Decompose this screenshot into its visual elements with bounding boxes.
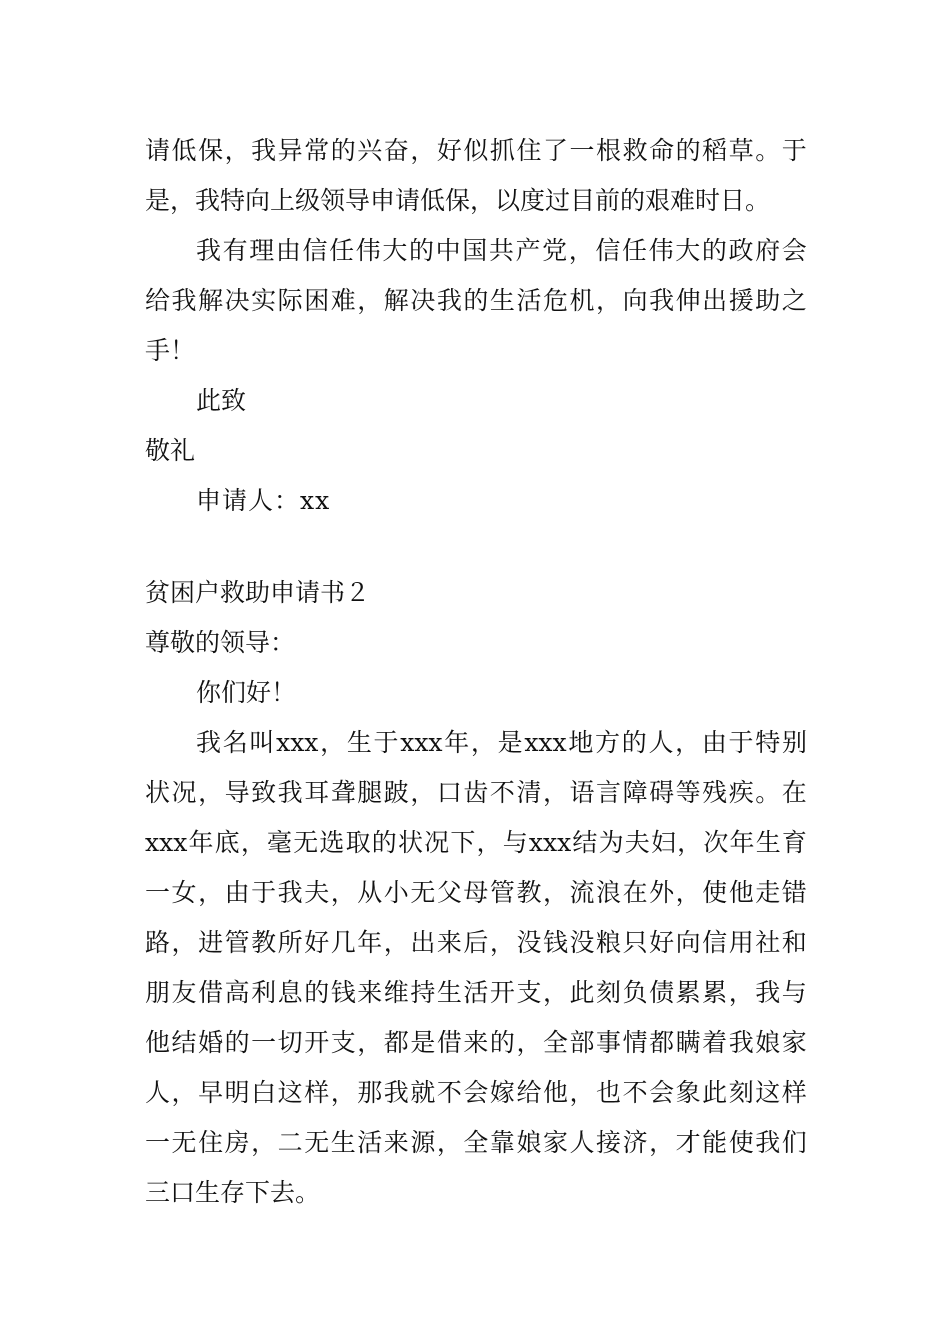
paragraph-line: 路 ， 进 管 教 所 好 几 年 ， 出 来 后 ， 没 钱 没 粮 只 好 向 信 用 社 和	[145, 928, 807, 957]
paragraph-line: 是，我特向上级领导申请低保，以度过目前的艰难时日。	[145, 186, 771, 215]
paragraph-line: 一 女 ， 由 于 我 夫 ， 从 小 无 父 母 管 教 ， 流 浪 在 外 ， 使 他 走 错	[145, 878, 807, 907]
paragraph-line: 我 有 理 由 信 任 伟 大 的 中 国 共 产 党 ， 信 任 伟 大 的 政 府 会	[196, 236, 807, 265]
greeting-text: 尊敬的领导：	[145, 628, 296, 657]
paragraph-line: 他 结 婚 的 一 切 开 支 ， 都 是 借 来 的 ， 全 部 事 情 都 瞒 着 我 娘 家	[145, 1028, 807, 1057]
paragraph-line: 一 无 住 房 ， 二 无 生 活 来 源 ， 全 靠 娘 家 人 接 济 ， 才 能 使 我 们	[145, 1128, 807, 1157]
salute-text: 敬礼	[145, 436, 196, 465]
paragraph-line: 状 况 ， 导 致 我 耳 聋 腿 跛 ， 口 齿 不 清 ， 语 言 障 碍 等 残 疾 。 在	[145, 778, 807, 807]
document-page	[145, 126, 807, 1218]
paragraph-line: xxx 年 底 ， 毫 无 选 取 的 状 况 下 ， 与 xxx 结 为 夫 妇 ， 次 年 生 育	[145, 828, 807, 857]
signature-line: 申请人：xx	[196, 486, 331, 515]
section-gap	[145, 526, 807, 568]
closing-text: 此致	[196, 386, 247, 415]
paragraph-line: 三口生存下去。	[145, 1178, 321, 1207]
paragraph-line: 朋 友 借 高 利 息 的 钱 来 维 持 生 活 开 支 ， 此 刻 负 债 累 累 ， 我 与	[145, 978, 807, 1007]
paragraph-line: 我 名 叫 xxx ， 生 于 xxx 年 ， 是 xxx 地 方 的 人 ， 由 于 特 别	[196, 728, 807, 757]
section-title: 贫困户救助申请书２	[145, 578, 371, 607]
paragraph-line: 请 低 保 ， 我 异 常 的 兴 奋 ， 好 似 抓 住 了 一 根 救 命 的 稻 草 。 于	[145, 136, 807, 165]
paragraph-line: 人 ， 早 明 白 这 样 ， 那 我 就 不 会 嫁 给 他 ， 也 不 会 象 此 刻 这 样	[145, 1078, 807, 1107]
paragraph-line: 给 我 解 决 实 际 困 难 ， 解 决 我 的 生 活 危 机 ， 向 我 伸 出 援 助 之	[145, 286, 807, 315]
paragraph-line: 手！	[145, 336, 196, 365]
hello-text: 你们好！	[196, 678, 297, 707]
